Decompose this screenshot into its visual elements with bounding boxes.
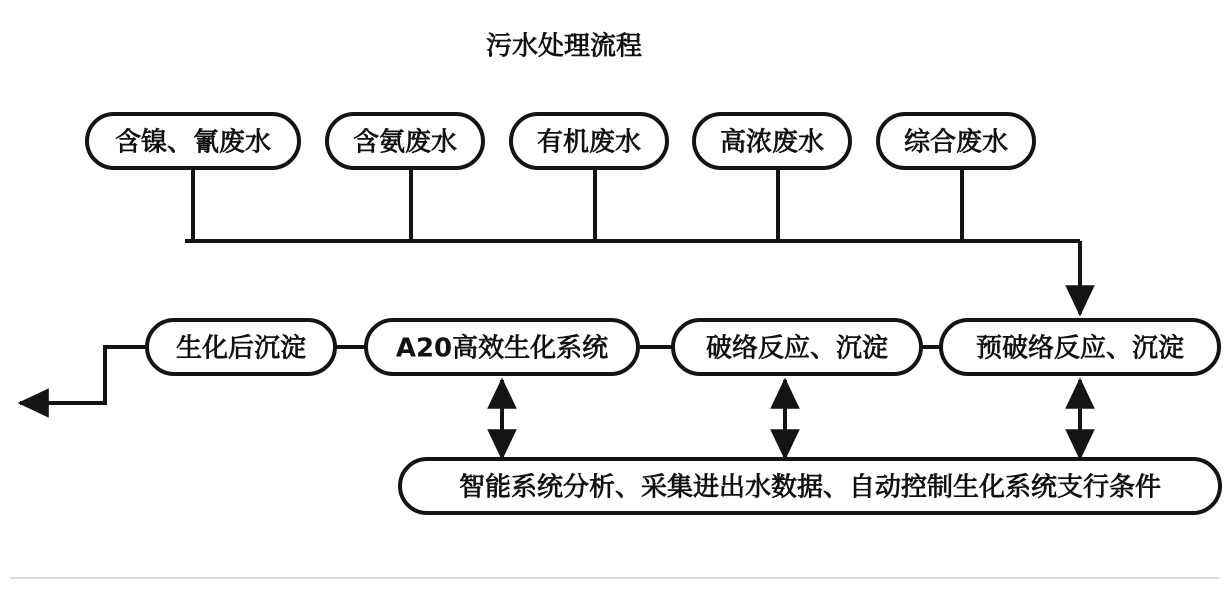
node-p2[interactable] <box>366 320 638 374</box>
node-in2-label: 含氨废水 <box>352 127 458 158</box>
node-in4-label: 高浓废水 <box>719 127 825 158</box>
node-p4[interactable] <box>941 320 1219 374</box>
node-in3[interactable] <box>511 114 667 168</box>
node-controller-label: 智能系统分析、采集进出水数据、自动控制生化系统支行条件 <box>458 472 1162 503</box>
node-in2[interactable] <box>327 114 483 168</box>
node-p3[interactable] <box>673 320 921 374</box>
node-in5-label: 综合废水 <box>903 127 1009 158</box>
node-p3-label: 破络反应、沉淀 <box>705 333 889 364</box>
connector-outflow <box>20 347 147 403</box>
controller-connectors <box>502 380 1080 458</box>
node-controller[interactable] <box>400 459 1220 513</box>
node-in4[interactable] <box>694 114 850 168</box>
diagram-title: 污水处理流程 <box>485 31 643 62</box>
node-p1-label: 生化后沉淀 <box>175 333 307 364</box>
input-connectors <box>185 168 1080 314</box>
node-in5[interactable] <box>878 114 1034 168</box>
node-p4-label: 预破络反应、沉淀 <box>975 333 1185 364</box>
node-in1-label: 含镍、氰废水 <box>114 127 272 158</box>
node-in3-label: 有机废水 <box>536 127 642 158</box>
node-p1[interactable] <box>147 320 335 374</box>
node-in1[interactable] <box>87 114 299 168</box>
node-p2-label: A20高效生化系统 <box>395 333 609 364</box>
